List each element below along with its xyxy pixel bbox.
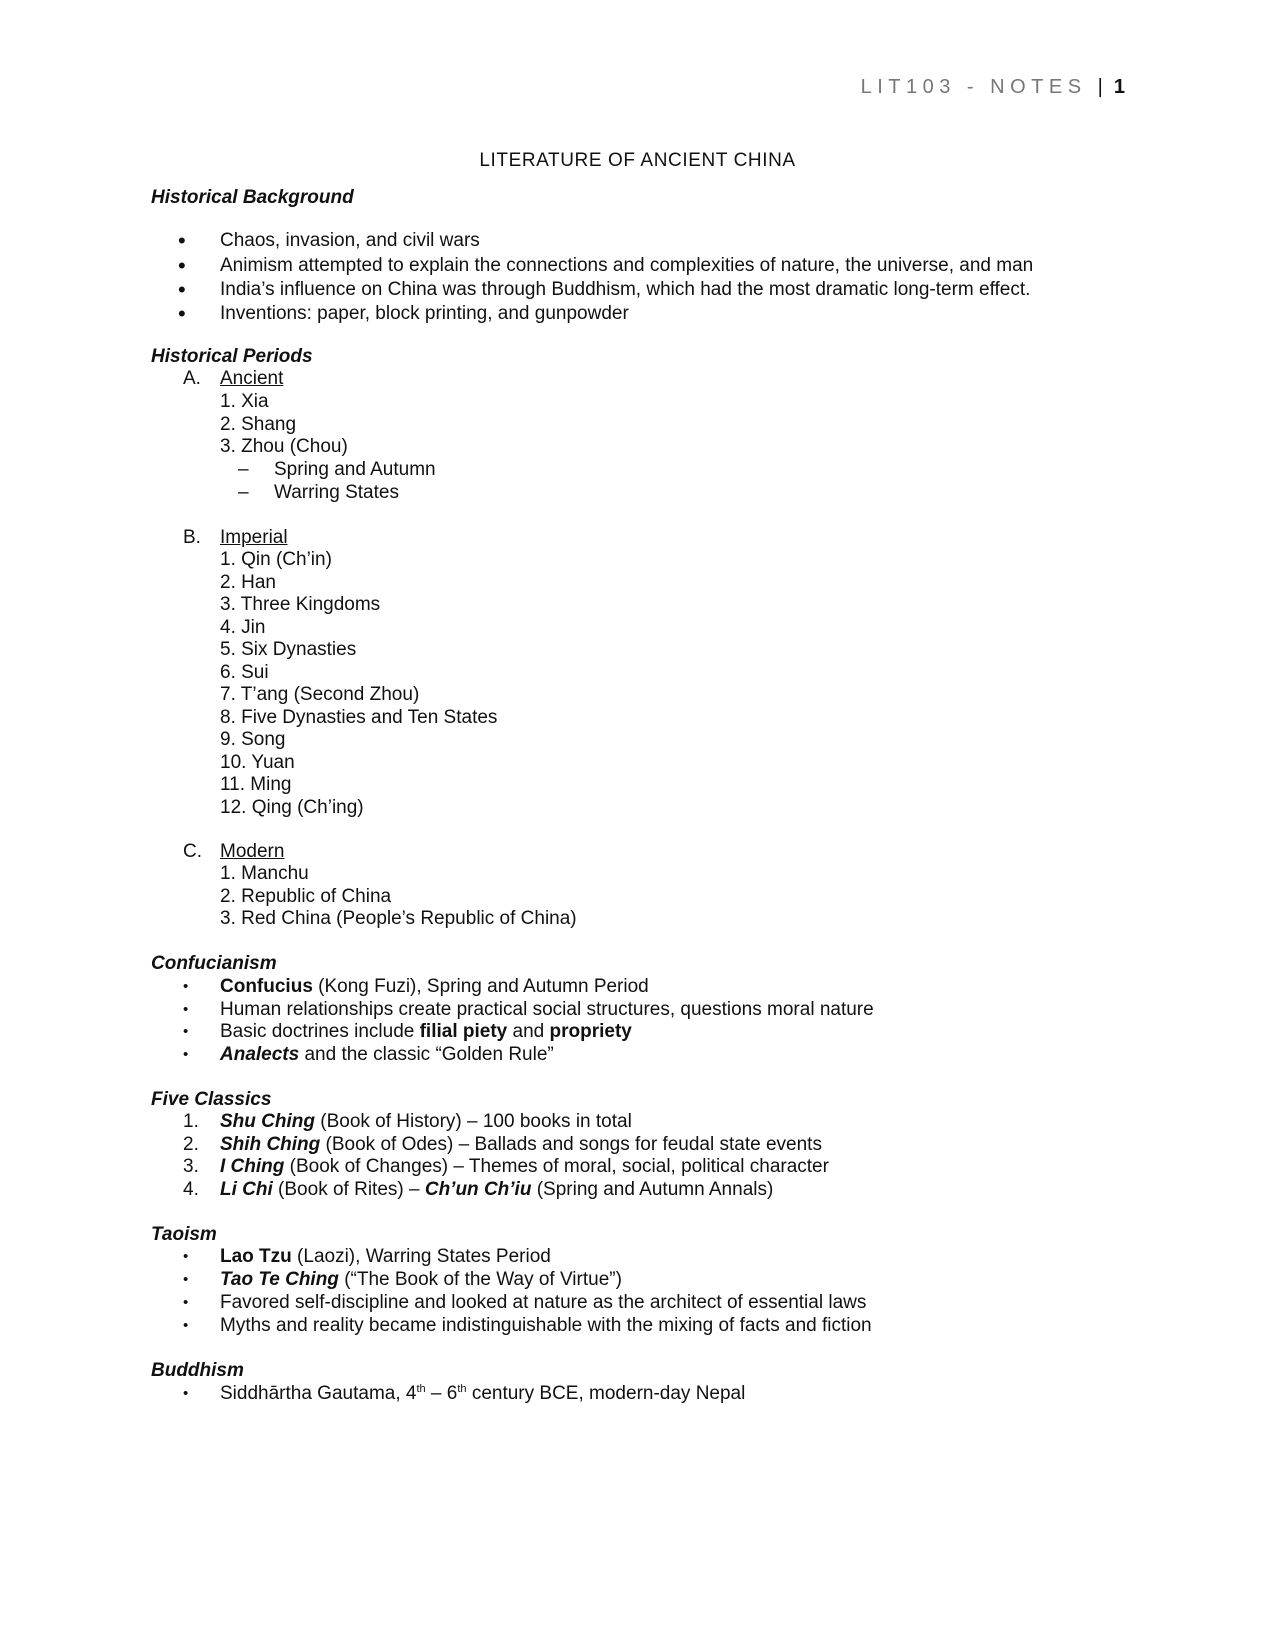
list-item: Spring and Autumn	[274, 459, 436, 480]
period-label-ancient: Ancient	[220, 368, 284, 389]
bullet-marker: •	[178, 228, 186, 253]
list-item: India’s influence on China was through Buddhism, which had the most dramatic long-term effect.	[220, 279, 1031, 300]
list-item: Human relationships create practical social structures, questions moral nature	[220, 999, 874, 1020]
list-item: 2. Shang	[220, 414, 297, 435]
dash-marker: –	[238, 482, 249, 503]
emphasis-text: Lao Tzu	[220, 1246, 292, 1267]
page-header	[861, 76, 1125, 99]
list-item: Warring States	[274, 482, 399, 503]
item-text: – 6	[425, 1383, 458, 1404]
book-title: Analects	[220, 1044, 300, 1065]
item-text: and	[507, 1021, 550, 1042]
outline-letter: A.	[183, 368, 201, 389]
book-title: I Ching	[220, 1156, 285, 1177]
item-text: (Laozi), Warring States Period	[291, 1246, 551, 1267]
item-text: (Kong Fuzi), Spring and Autumn Period	[312, 976, 649, 997]
bullet-marker: •	[183, 1001, 189, 1018]
list-item: 1. Manchu	[220, 863, 309, 884]
header-separator: |	[1097, 76, 1103, 98]
bullet-marker: •	[178, 253, 186, 278]
book-title: Li Chi	[220, 1179, 273, 1200]
section-heading-historical-background: Historical Background	[151, 187, 354, 208]
emphasis-text: filial piety	[419, 1021, 508, 1042]
section-heading-confucianism: Confucianism	[151, 953, 277, 974]
outline-letter: C.	[183, 841, 202, 862]
course-code: LIT103 - NOTES	[860, 76, 1087, 98]
period-label-modern: Modern	[220, 841, 285, 862]
bullet-marker: •	[183, 1385, 189, 1402]
book-title: Shu Ching	[220, 1111, 315, 1132]
item-text: (Book of Changes) – Themes of moral, social, political character	[284, 1156, 829, 1177]
list-item: Chaos, invasion, and civil wars	[220, 230, 480, 251]
item-text: Basic doctrines include	[220, 1021, 420, 1042]
list-item: 3. Red China (People’s Republic of China)	[220, 908, 577, 929]
list-item: Favored self-discipline and looked at nature as the architect of essential laws	[220, 1292, 867, 1313]
list-number: 1.	[183, 1111, 199, 1132]
item-text: and the classic “Golden Rule”	[299, 1044, 554, 1065]
list-number: 2.	[183, 1134, 199, 1155]
bullet-marker: •	[183, 1046, 189, 1063]
bullet-marker: •	[183, 1317, 189, 1334]
section-heading-historical-periods: Historical Periods	[151, 346, 313, 367]
book-title: Shih Ching	[220, 1134, 321, 1155]
item-text: century BCE, modern-day Nepal	[466, 1383, 746, 1404]
list-item	[220, 1110, 632, 1133]
period-label-imperial: Imperial	[220, 527, 288, 548]
list-item: 9. Song	[220, 729, 286, 750]
outline-letter: B.	[183, 527, 201, 548]
list-number: 4.	[183, 1179, 199, 1200]
list-item: 2. Han	[220, 572, 276, 593]
section-heading-five-classics: Five Classics	[151, 1089, 272, 1110]
list-item	[220, 1020, 632, 1043]
list-item	[220, 975, 649, 998]
bullet-marker: •	[183, 978, 189, 995]
list-item: 1. Qin (Ch’in)	[220, 549, 332, 570]
book-title: Tao Te Ching	[220, 1269, 339, 1290]
list-item: Inventions: paper, block printing, and gunpowder	[220, 303, 629, 324]
section-heading-taoism: Taoism	[151, 1224, 217, 1245]
book-title: Ch’un Ch’iu	[424, 1179, 532, 1200]
bullet-marker: •	[178, 277, 186, 302]
bullet-marker: •	[183, 1294, 189, 1311]
list-item	[220, 1268, 622, 1291]
list-item	[220, 1155, 829, 1178]
list-item: 3. Zhou (Chou)	[220, 436, 348, 457]
list-item: 5. Six Dynasties	[220, 639, 357, 660]
list-item: 12. Qing (Ch’ing)	[220, 797, 364, 818]
list-item: 6. Sui	[220, 662, 269, 683]
page-number: 1	[1113, 76, 1125, 98]
list-item	[220, 1382, 745, 1405]
list-item: 11. Ming	[220, 774, 292, 795]
list-item	[220, 1178, 773, 1201]
item-text: (Book of History) – 100 books in total	[314, 1111, 632, 1132]
bullet-marker: •	[183, 1023, 189, 1040]
list-item: 7. T’ang (Second Zhou)	[220, 684, 420, 705]
dash-marker: –	[238, 459, 249, 480]
list-item: 3. Three Kingdoms	[220, 594, 381, 615]
list-item	[220, 1043, 554, 1066]
list-item: 2. Republic of China	[220, 886, 392, 907]
emphasis-text: propriety	[549, 1021, 632, 1042]
bullet-marker: •	[183, 1271, 189, 1288]
list-item: 8. Five Dynasties and Ten States	[220, 707, 498, 728]
emphasis-text: Confucius	[220, 976, 313, 997]
page-title: LITERATURE OF ANCIENT CHINA	[479, 150, 796, 171]
list-item	[220, 1133, 822, 1156]
section-heading-buddhism: Buddhism	[151, 1360, 244, 1381]
item-text: (“The Book of the Way of Virtue”)	[338, 1269, 622, 1290]
item-text: (Book of Odes) – Ballads and songs for feudal state events	[320, 1134, 822, 1155]
ordinal-suffix: th	[416, 1383, 426, 1395]
list-number: 3.	[183, 1156, 199, 1177]
list-item: 10. Yuan	[220, 752, 295, 773]
item-text: Siddhārtha Gautama, 4	[220, 1383, 417, 1404]
list-item: 1. Xia	[220, 391, 269, 412]
ordinal-suffix: th	[457, 1383, 467, 1395]
bullet-marker: •	[178, 301, 186, 326]
list-item: Myths and reality became indistinguishable with the mixing of facts and fiction	[220, 1315, 872, 1336]
item-text: (Spring and Autumn Annals)	[531, 1179, 774, 1200]
list-item: 4. Jin	[220, 617, 266, 638]
bullet-marker: •	[183, 1248, 189, 1265]
list-item: Animism attempted to explain the connections and complexities of nature, the universe, and man	[220, 255, 1034, 276]
item-text: (Book of Rites) –	[272, 1179, 425, 1200]
list-item	[220, 1245, 551, 1268]
